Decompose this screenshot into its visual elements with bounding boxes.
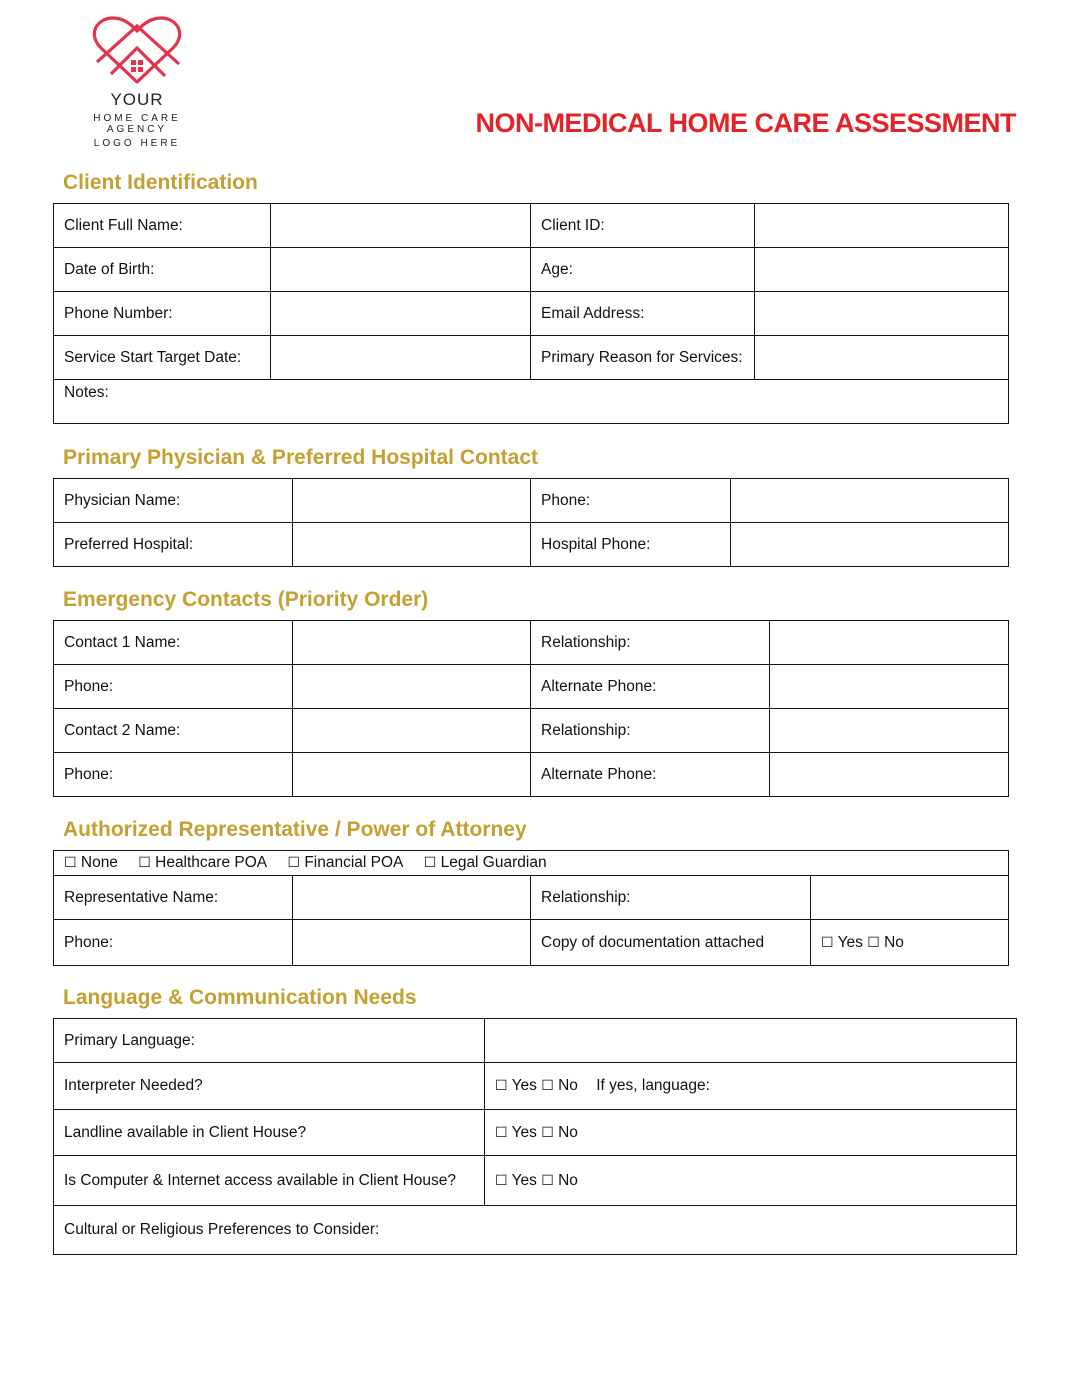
field-contact2-phone[interactable] (293, 753, 531, 797)
label-preferred-hospital: Preferred Hospital: (54, 523, 293, 567)
field-notes[interactable] (54, 380, 1009, 424)
physician-table (53, 478, 1009, 567)
field-cultural-preferences[interactable] (54, 1206, 1017, 1255)
label-contact2-relationship: Relationship: (531, 709, 770, 753)
checkbox-icon: ☐ (287, 855, 300, 871)
checkbox-icon: ☐ (821, 934, 834, 951)
label-documentation-attached: Copy of documentation attached (531, 920, 811, 966)
label-service-start-target-date: Service Start Target Date: (54, 336, 271, 380)
field-preferred-hospital[interactable] (293, 523, 531, 567)
field-contact2-relationship[interactable] (770, 709, 1009, 753)
option-computer-no[interactable]: ☐ No (541, 1171, 578, 1189)
computer-options (485, 1156, 1017, 1206)
option-doc-yes[interactable]: ☐ Yes (821, 933, 863, 951)
label-notes: Notes: (64, 384, 109, 401)
section-title-physician: Primary Physician & Preferred Hospital Contact (63, 446, 538, 469)
checkbox-icon: ☐ (541, 1124, 554, 1141)
label-client-full-name: Client Full Name: (54, 204, 271, 248)
field-date-of-birth[interactable] (271, 248, 531, 292)
field-primary-language[interactable] (485, 1019, 1017, 1063)
documentation-attached-options (811, 920, 1009, 966)
field-representative-name[interactable] (293, 876, 531, 920)
option-none[interactable]: ☐ None (64, 854, 118, 871)
checkbox-icon: ☐ (64, 855, 77, 871)
label-contact2-name: Contact 2 Name: (54, 709, 293, 753)
field-email-address[interactable] (755, 292, 1009, 336)
option-interpreter-yes[interactable]: ☐ Yes (495, 1077, 537, 1094)
section-title-client-identification: Client Identification (63, 171, 258, 194)
label-age: Age: (531, 248, 755, 292)
field-representative-phone[interactable] (293, 920, 531, 966)
logo-text-line3: LOGO HERE (93, 138, 181, 149)
section-title-authorized-representative: Authorized Representative / Power of Attorney (63, 818, 527, 841)
field-physician-phone[interactable] (731, 479, 1009, 523)
label-date-of-birth: Date of Birth: (54, 248, 271, 292)
heart-house-icon (89, 16, 185, 86)
agency-logo (62, 16, 212, 149)
checkbox-icon: ☐ (495, 1172, 508, 1189)
checkbox-icon: ☐ (138, 855, 151, 871)
label-contact1-phone: Phone: (54, 665, 293, 709)
label-phone-number: Phone Number: (54, 292, 271, 336)
label-landline-available: Landline available in Client House? (54, 1110, 485, 1156)
option-landline-no[interactable]: ☐ No (541, 1123, 578, 1141)
label-physician-phone: Phone: (531, 479, 731, 523)
field-contact1-name[interactable] (293, 621, 531, 665)
label-contact1-alternate-phone: Alternate Phone: (531, 665, 770, 709)
language-table (53, 1018, 1017, 1255)
landline-options (485, 1110, 1017, 1156)
label-contact1-relationship: Relationship: (531, 621, 770, 665)
section-title-language-communication: Language & Communication Needs (63, 986, 417, 1009)
representative-table (53, 850, 1009, 966)
label-interpreter-needed: Interpreter Needed? (54, 1063, 485, 1110)
field-contact1-relationship[interactable] (770, 621, 1009, 665)
document-title: NON-MEDICAL HOME CARE ASSESSMENT (475, 108, 1016, 138)
label-representative-name: Representative Name: (54, 876, 293, 920)
option-legal-guardian[interactable]: ☐ Legal Guardian (423, 854, 547, 871)
option-landline-yes[interactable]: ☐ Yes (495, 1123, 537, 1141)
label-primary-language: Primary Language: (54, 1019, 485, 1063)
field-primary-reason-for-services[interactable] (755, 336, 1009, 380)
client-identification-table (53, 203, 1009, 424)
label-client-id: Client ID: (531, 204, 755, 248)
option-financial-poa[interactable]: ☐ Financial POA (287, 854, 404, 871)
emergency-contacts-table (53, 620, 1009, 797)
checkbox-icon: ☐ (495, 1124, 508, 1141)
label-contact1-name: Contact 1 Name: (54, 621, 293, 665)
field-hospital-phone[interactable] (731, 523, 1009, 567)
option-computer-yes[interactable]: ☐ Yes (495, 1171, 537, 1189)
field-representative-relationship[interactable] (811, 876, 1009, 920)
option-healthcare-poa[interactable]: ☐ Healthcare POA (138, 854, 268, 871)
section-title-emergency-contacts: Emergency Contacts (Priority Order) (63, 588, 429, 611)
checkbox-icon: ☐ (423, 855, 437, 871)
checkbox-icon: ☐ (867, 934, 880, 951)
label-physician-name: Physician Name: (54, 479, 293, 523)
checkbox-icon: ☐ (541, 1078, 554, 1094)
field-physician-name[interactable] (293, 479, 531, 523)
field-age[interactable] (755, 248, 1009, 292)
logo-text-line2: HOME CARE AGENCY (93, 113, 181, 135)
option-interpreter-no[interactable]: ☐ No (541, 1077, 578, 1094)
field-contact1-phone[interactable] (293, 665, 531, 709)
option-doc-no[interactable]: ☐ No (867, 933, 904, 951)
field-contact2-name[interactable] (293, 709, 531, 753)
field-phone-number[interactable] (271, 292, 531, 336)
label-contact2-phone: Phone: (54, 753, 293, 797)
field-contact2-alternate-phone[interactable] (770, 753, 1009, 797)
label-computer-internet-available: Is Computer & Internet access available in Client House? (54, 1156, 485, 1206)
interpreter-options (485, 1063, 1017, 1110)
label-email-address: Email Address: (531, 292, 755, 336)
label-primary-reason-for-services: Primary Reason for Services: (531, 336, 755, 380)
field-client-id[interactable] (755, 204, 1009, 248)
poa-type-options (54, 851, 1009, 876)
field-client-full-name[interactable] (271, 204, 531, 248)
label-representative-relationship: Relationship: (531, 876, 811, 920)
field-service-start-target-date[interactable] (271, 336, 531, 380)
field-contact1-alternate-phone[interactable] (770, 665, 1009, 709)
checkbox-icon: ☐ (495, 1078, 508, 1094)
logo-text-line1: YOUR (110, 90, 164, 109)
label-interpreter-language: If yes, language: (596, 1077, 710, 1094)
label-hospital-phone: Hospital Phone: (531, 523, 731, 567)
checkbox-icon: ☐ (541, 1172, 554, 1189)
label-contact2-alternate-phone: Alternate Phone: (531, 753, 770, 797)
label-cultural-preferences: Cultural or Religious Preferences to Consider: (64, 1221, 380, 1238)
label-representative-phone: Phone: (54, 920, 293, 966)
